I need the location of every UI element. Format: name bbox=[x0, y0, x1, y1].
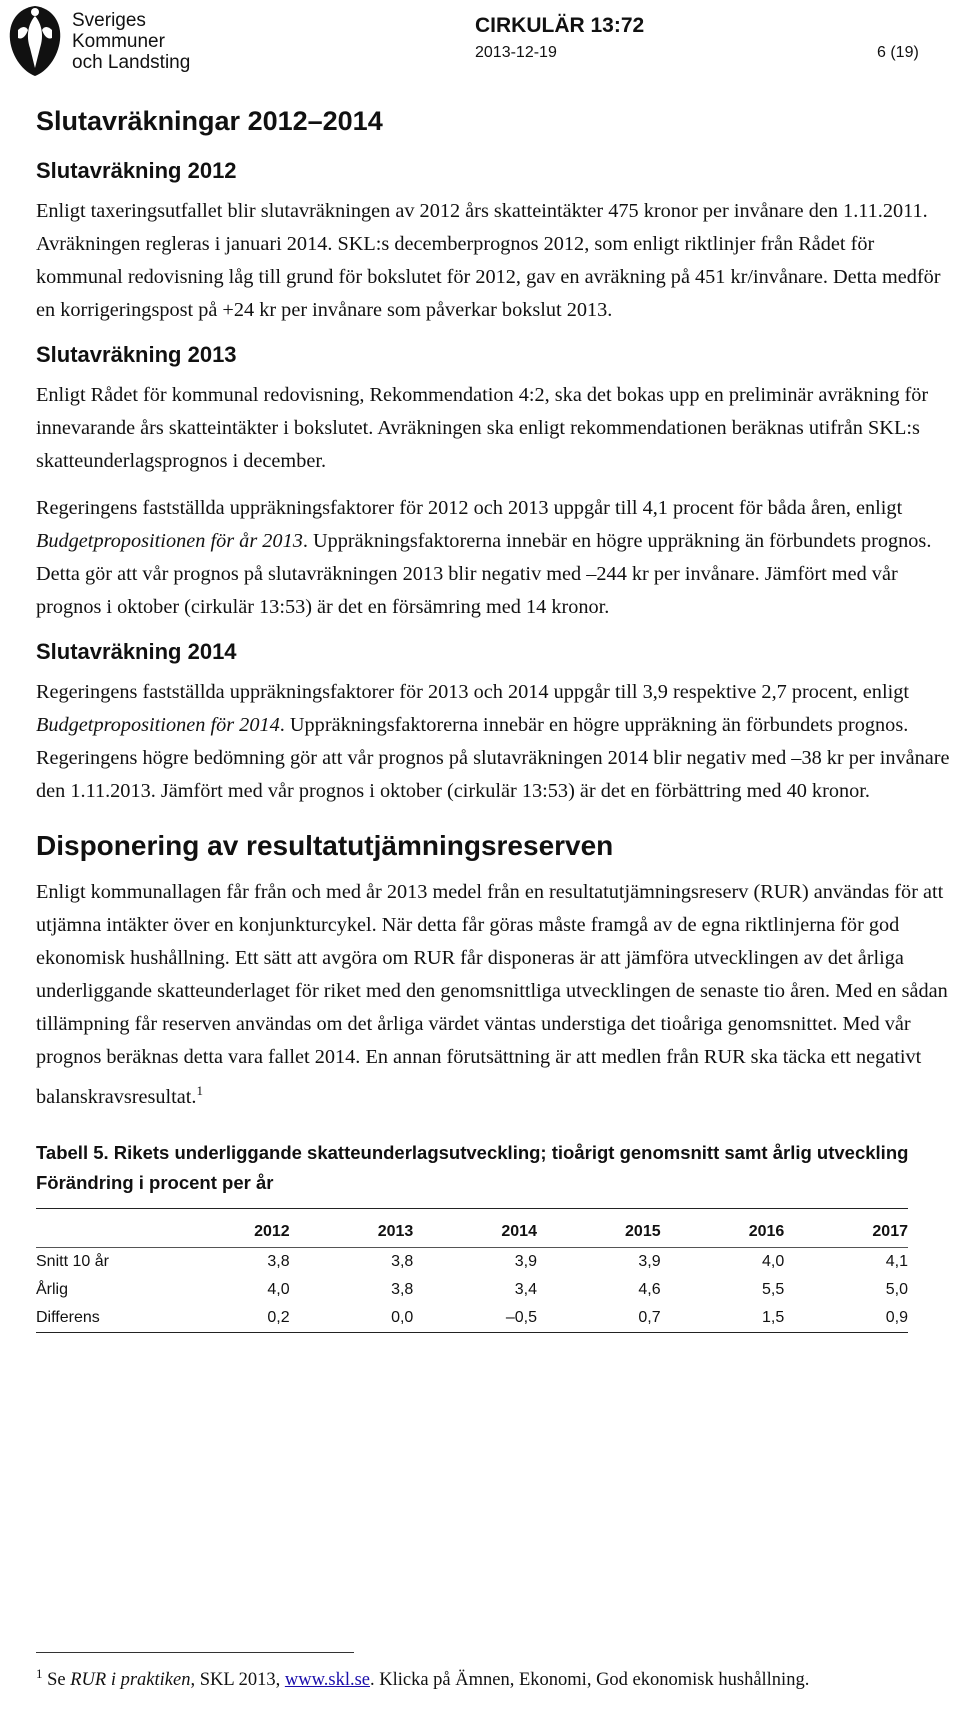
italic-title: Budgetpropositionen för år 2013 bbox=[36, 530, 303, 552]
skl-logo-icon bbox=[4, 2, 66, 78]
section-heading-2012: Slutavräkning 2012 bbox=[36, 158, 237, 183]
table-cell: 5,5 bbox=[762, 1280, 785, 1298]
table-header-row bbox=[36, 1208, 908, 1247]
table-subtitle: Förändring i procent per år bbox=[36, 1171, 274, 1193]
table-cell: 3,8 bbox=[391, 1252, 414, 1270]
main-title: Slutavräkningar 2012–2014 bbox=[36, 106, 383, 136]
table-cell: Differens bbox=[36, 1308, 100, 1326]
skl-website-link[interactable]: www.skl.se bbox=[284, 1670, 370, 1691]
circular-date: 2013-12-19 bbox=[475, 44, 557, 61]
table-cell: 4,6 bbox=[638, 1280, 661, 1298]
paragraph-2013-2 bbox=[36, 492, 956, 624]
table-header-cell bbox=[36, 1208, 166, 1247]
italic-title: RUR i praktiken bbox=[70, 1670, 191, 1691]
text-run: Enligt kommunallagen får från och med år 2013 medel från en resultatutjämningsreserv (RUR) användas för att utjämna intäkter över en konjunkturcykel. När detta får göras måste framgå av de egna riktlinjerna för god ekonomisk hushållning. Ett sätt att avgöra om RUR får disponeras är att jämföra utvecklingen av det årliga underliggande skatteunderlaget för riket med den genomsnittliga utvecklingen de senaste tio åren. Med en sådan tillämpning får reserven användas om det årliga värdet väntas understiga det tioåriga genomsnittet. Med vår prognos beräknas detta vara fallet 2014. En annan förutsättning är att medlen från RUR ska täcka ett negativt balanskravsresultat. bbox=[36, 881, 948, 1108]
data-table bbox=[36, 1208, 908, 1333]
section-heading-2014: Slutavräkning 2014 bbox=[36, 639, 237, 664]
circular-number: CIRKULÄR 13:72 bbox=[475, 14, 645, 37]
footnote-divider bbox=[36, 1652, 354, 1653]
table-header-cell: 2013 bbox=[290, 1208, 414, 1247]
text-run: , SKL 2013, bbox=[190, 1670, 285, 1691]
footnote-ref[interactable]: 1 bbox=[196, 1083, 204, 1098]
table-cell: 5,0 bbox=[885, 1280, 908, 1298]
footnote-number: 1 bbox=[36, 1666, 43, 1681]
table-cell: 1,5 bbox=[762, 1308, 785, 1326]
table-cell: Årlig bbox=[36, 1280, 69, 1298]
text-run: . Klicka på Ämnen, Ekonomi, God ekonomisk hushållning. bbox=[370, 1670, 810, 1691]
paragraph-2012: Enligt taxeringsutfallet blir slutavräkningen av 2012 års skatteintäkter 475 kronor per invånare den 1.11.2011. Avräkningen regleras i januari 2014. SKL:s decemberprognos 2012, som enligt riktlinjer från Rådet för kommunal redovisning låg till grund för bokslutet för 2012, gav en avräkning på 451 kr/invånare. Detta medför en korrigeringspost på +24 kr per invånare som påverkar bokslut 2013. bbox=[36, 200, 941, 321]
page-number: 6 (19) bbox=[877, 44, 919, 61]
table-cell: 0,2 bbox=[267, 1308, 290, 1326]
footnote bbox=[36, 1660, 936, 1694]
table-cell: 3,9 bbox=[638, 1252, 661, 1270]
table-cell: –0,5 bbox=[505, 1308, 537, 1326]
section-heading-2013: Slutavräkning 2013 bbox=[36, 342, 237, 367]
document-body bbox=[36, 105, 956, 1333]
table-cell: 0,9 bbox=[885, 1308, 908, 1326]
table-cell: 3,8 bbox=[391, 1280, 414, 1298]
text-run: Se bbox=[42, 1670, 71, 1691]
org-line-1: Sveriges bbox=[72, 10, 146, 31]
table-header-cell: 2016 bbox=[661, 1208, 785, 1247]
table-header-cell: 2015 bbox=[537, 1208, 661, 1247]
paragraph-2013-1: Enligt Rådet för kommunal redovisning, Rekommendation 4:2, ska det bokas upp en preliminär avräkning för innevarande års skatteintäkter i bokslutet. Avräkningen ska enligt rekommendationen beräknas utifrån SKL:s skatteunderlagsprognos i december. bbox=[36, 384, 929, 472]
table-cell: 3,9 bbox=[514, 1252, 537, 1270]
table-row bbox=[36, 1304, 908, 1333]
table-title: Tabell 5. Rikets underliggande skatteunderlagsutveckling; tioårigt genomsnitt samt årlig utveckling bbox=[36, 1141, 909, 1163]
table-cell: 4,1 bbox=[885, 1252, 908, 1270]
table-row bbox=[36, 1247, 908, 1276]
table-header-cell: 2014 bbox=[413, 1208, 537, 1247]
paragraph-2014 bbox=[36, 676, 956, 808]
table-cell: Snitt 10 år bbox=[36, 1252, 109, 1270]
text-run: . Uppräkningsfaktorerna innebär en högre uppräkning än förbundets prognos. Detta gör att vår prognos på slutavräkningen 2013 blir negativ med –244 kr per invånare. Jämfört med vår prognos i oktober (cirkulär 13:53) är det en försämring med 14 kronor. bbox=[36, 530, 932, 618]
table-cell: 3,4 bbox=[514, 1280, 537, 1298]
paragraph-rur bbox=[36, 876, 956, 1114]
table-header-cell: 2017 bbox=[784, 1208, 908, 1247]
org-line-3: och Landsting bbox=[72, 52, 191, 73]
table-header-cell: 2012 bbox=[166, 1208, 290, 1247]
section-heading-rur: Disponering av resultatutjämningsreserven bbox=[36, 830, 614, 861]
table-row bbox=[36, 1276, 908, 1304]
table-cell: 4,0 bbox=[267, 1280, 290, 1298]
org-line-2: Kommuner bbox=[72, 31, 165, 52]
text-run: Regeringens fastställda uppräkningsfaktorer för 2012 och 2013 uppgår till 4,1 procent för båda åren, enligt bbox=[36, 497, 903, 519]
page-header bbox=[0, 0, 960, 90]
text-run: Regeringens fastställda uppräkningsfaktorer för 2013 och 2014 uppgår till 3,9 respektive 2,7 procent, enligt bbox=[36, 681, 909, 703]
italic-title: Budgetpropositionen för 2014 bbox=[36, 714, 280, 736]
table-cell: 0,7 bbox=[638, 1308, 661, 1326]
table-cell: 3,8 bbox=[267, 1252, 290, 1270]
table-cell: 0,0 bbox=[391, 1308, 414, 1326]
text-run: . Uppräkningsfaktorerna innebär en högre uppräkning än förbundets prognos. Regeringens högre bedömning gör att vår prognos på slutavräkningen 2014 blir negativ med –38 kr per invånare den 1.11.2013. Jämfört med vår prognos i oktober (cirkulär 13:53) är det en förbättring med 40 kronor. bbox=[36, 714, 950, 802]
table-cell: 4,0 bbox=[762, 1252, 785, 1270]
org-name bbox=[72, 10, 190, 73]
